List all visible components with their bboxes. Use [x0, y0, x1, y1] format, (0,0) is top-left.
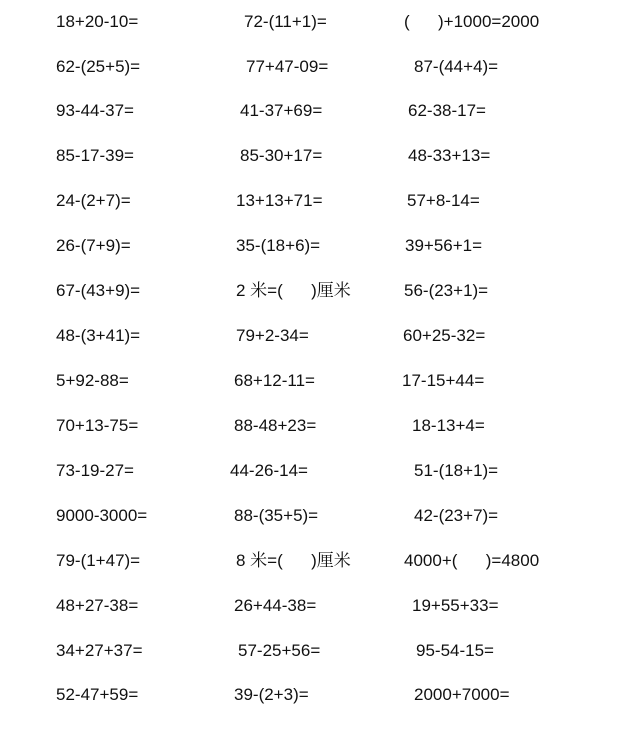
problem: 4000+( )=4800 — [404, 551, 540, 570]
problem: 24-(2+7)= — [56, 191, 131, 210]
problem: 85-17-39= — [56, 146, 134, 165]
problem: 34+27+37= — [56, 641, 143, 660]
problem: 77+47-09= — [246, 57, 329, 76]
problem: 87-(44+4)= — [414, 57, 499, 76]
problem: 70+13-75= — [56, 416, 139, 435]
problem: 48-(3+41)= — [56, 326, 141, 345]
problem: 60+25-32= — [403, 326, 486, 345]
problem: 8 米=( )厘米 — [236, 551, 351, 570]
problem: 41-37+69= — [240, 101, 323, 120]
problem: 57-25+56= — [238, 641, 321, 660]
problem: 79+2-34= — [236, 326, 309, 345]
problem: 19+55+33= — [412, 596, 499, 615]
problem: 2 米=( )厘米 — [236, 281, 351, 300]
problem: 85-30+17= — [240, 146, 323, 165]
problem: 93-44-37= — [56, 101, 134, 120]
problem-row — [0, 187, 634, 215]
problem-row — [0, 592, 634, 620]
problem-row — [0, 142, 634, 170]
problem: 44-26-14= — [230, 461, 308, 480]
problem: 13+13+71= — [236, 191, 323, 210]
problem: 72-(11+1)= — [244, 12, 327, 31]
problem: 79-(1+47)= — [56, 551, 141, 570]
problem: 88-48+23= — [234, 416, 317, 435]
problem: 62-(25+5)= — [56, 57, 141, 76]
problem: 57+8-14= — [407, 191, 480, 210]
problem: 26+44-38= — [234, 596, 317, 615]
problem-row — [0, 367, 634, 395]
problem: 51-(18+1)= — [414, 461, 499, 480]
problem: 62-38-17= — [408, 101, 486, 120]
problem: 68+12-11= — [234, 371, 315, 390]
problem: 26-(7+9)= — [56, 236, 131, 255]
problem: 18+20-10= — [56, 12, 139, 31]
problem: 17-15+44= — [402, 371, 485, 390]
problem-row — [0, 412, 634, 440]
problem: 95-54-15= — [416, 641, 494, 660]
problem-row — [0, 637, 634, 665]
problem: 88-(35+5)= — [234, 506, 319, 525]
problem: 42-(23+7)= — [414, 506, 499, 525]
problem: 35-(18+6)= — [236, 236, 321, 255]
problem: 18-13+4= — [412, 416, 485, 435]
problem: 48+27-38= — [56, 596, 139, 615]
problem-row — [0, 457, 634, 485]
problem: ( )+1000=2000 — [404, 12, 540, 31]
problem-row — [0, 502, 634, 530]
problem: 5+92-88= — [56, 371, 129, 390]
problem-row — [0, 322, 634, 350]
problem-row — [0, 547, 634, 575]
problem-row — [0, 277, 634, 305]
problem: 56-(23+1)= — [404, 281, 489, 300]
problem: 73-19-27= — [56, 461, 134, 480]
problem: 9000-3000= — [56, 506, 148, 525]
problem-row — [0, 97, 634, 125]
problem: 67-(43+9)= — [56, 281, 141, 300]
problem-row — [0, 681, 634, 709]
problem: 39+56+1= — [405, 236, 483, 255]
problem: 48-33+13= — [408, 146, 491, 165]
problem: 2000+7000= — [414, 685, 510, 704]
problem-row — [0, 53, 634, 81]
problem-row — [0, 8, 634, 36]
problem: 39-(2+3)= — [234, 685, 309, 704]
problem-row — [0, 232, 634, 260]
problem: 52-47+59= — [56, 685, 139, 704]
